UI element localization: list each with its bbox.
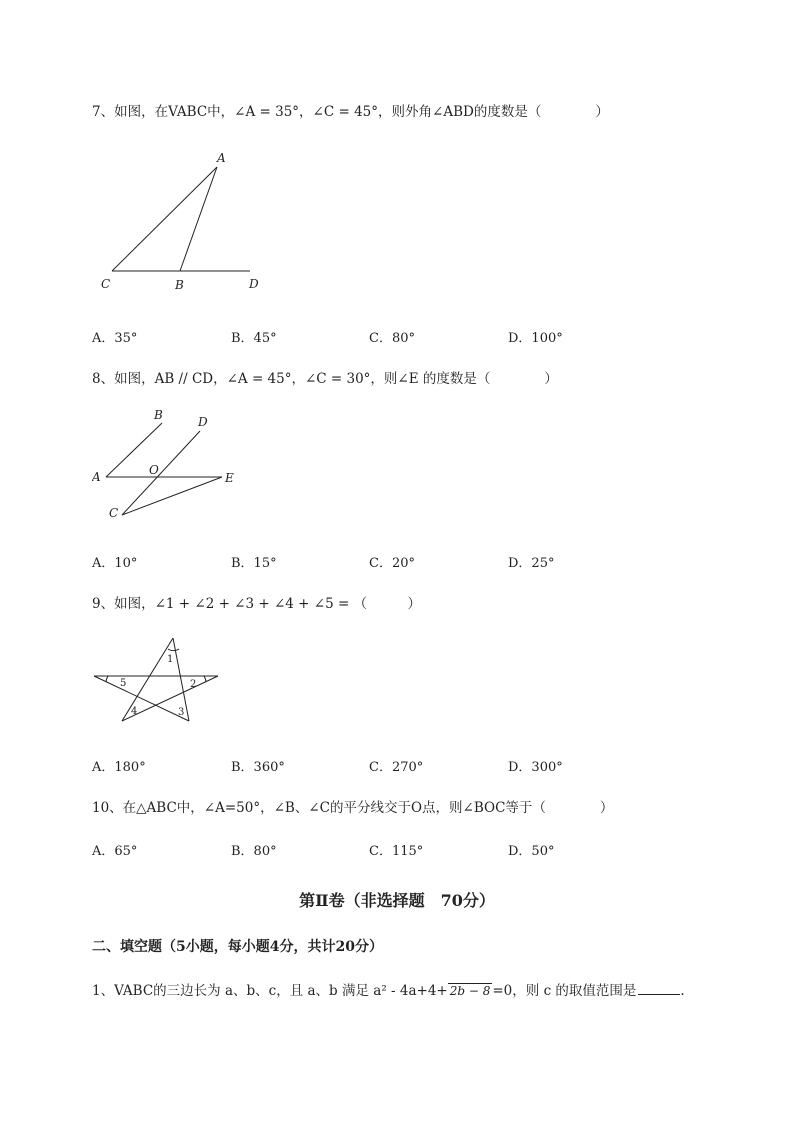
question-10-text: 10、在△ABC中，∠A=50°，∠B、∠C的平分线交于O点，则∠BOC等于（ ） <box>92 800 614 816</box>
q8-label-O: O <box>149 463 159 477</box>
question-8-text: 8、如图，AB // CD，∠A = 45°，∠C = 30°，则∠E 的度数是（ ） <box>92 371 558 387</box>
q7-triangle-figure <box>92 145 272 295</box>
q9-angle-arc-1 <box>168 649 179 651</box>
q9-angle-4: 4 <box>131 706 138 717</box>
q7-segment-AC <box>112 167 217 271</box>
q7-label-B: B <box>175 278 184 292</box>
q9-option-d[interactable]: D．300° <box>508 760 563 775</box>
q8-option-b[interactable]: B．15° <box>231 556 277 571</box>
q8-label-E: E <box>225 471 234 485</box>
q8-segment-CD <box>122 431 200 515</box>
q7-option-b[interactable]: B．45° <box>231 331 277 346</box>
fill-q1-sqrt-expression: 2b − 8 <box>449 984 491 998</box>
q9-angle-3: 3 <box>178 707 185 718</box>
q9-angle-arc-2 <box>204 676 206 682</box>
q7-option-c[interactable]: C．80° <box>369 331 415 346</box>
q7-segment-AB <box>180 167 217 271</box>
q9-angle-5: 5 <box>120 678 127 689</box>
question-9-text: 9、如图，∠1 + ∠2 + ∠3 + ∠4 + ∠5 = （ ） <box>92 596 422 612</box>
fill-question-1 <box>92 979 685 999</box>
q9-option-b[interactable]: B．360° <box>231 760 285 775</box>
q8-option-a[interactable]: A．10° <box>92 556 138 571</box>
q7-option-a[interactable]: A．35° <box>92 331 138 346</box>
q9-star-edge-4 <box>94 676 189 721</box>
q7-label-A: A <box>217 151 226 165</box>
q8-label-D: D <box>198 415 208 429</box>
q8-option-d[interactable]: D．25° <box>508 556 555 571</box>
fill-in-heading: 二、填空题（5小题，每小题4分，共计20分） <box>92 939 383 955</box>
q8-label-B: B <box>154 408 163 422</box>
q8-option-c[interactable]: C．20° <box>369 556 415 571</box>
q7-label-C: C <box>101 277 111 291</box>
fill-q1-suffix: =0，则 c 的取值范围是 <box>492 983 637 999</box>
q9-option-c[interactable]: C．270° <box>369 760 424 775</box>
fill-q1-answer-blank[interactable] <box>638 982 680 995</box>
q9-angle-2: 2 <box>190 679 197 690</box>
q10-option-d[interactable]: D．50° <box>508 844 555 859</box>
fill-q1-prefix: 1、VABC的三边长为 a、b、c，且 a、b 满足 a² - 4a+4+ <box>92 983 448 999</box>
q8-label-A: A <box>92 470 101 484</box>
q10-option-c[interactable]: C．115° <box>369 844 424 859</box>
question-7-text: 7、如图，在VABC中，∠A = 35°，∠C = 45°，则外角∠ABD的度数是（ ） <box>92 104 609 120</box>
q7-label-D: D <box>249 277 259 291</box>
q8-segment-CE <box>122 477 222 515</box>
fill-q1-end: . <box>680 983 685 999</box>
q9-star-figure <box>92 635 222 727</box>
q8-label-C: C <box>109 506 119 520</box>
section-2-title: 第Ⅱ卷（非选择题 70分） <box>299 891 495 910</box>
q9-option-a[interactable]: A．180° <box>92 760 146 775</box>
q9-angle-1: 1 <box>167 654 174 665</box>
q7-option-d[interactable]: D．100° <box>508 331 563 346</box>
q8-parallel-lines-figure <box>92 405 242 525</box>
q9-angle-arc-5 <box>106 676 108 682</box>
q10-option-a[interactable]: A．65° <box>92 844 138 859</box>
q10-option-b[interactable]: B．80° <box>231 844 277 859</box>
